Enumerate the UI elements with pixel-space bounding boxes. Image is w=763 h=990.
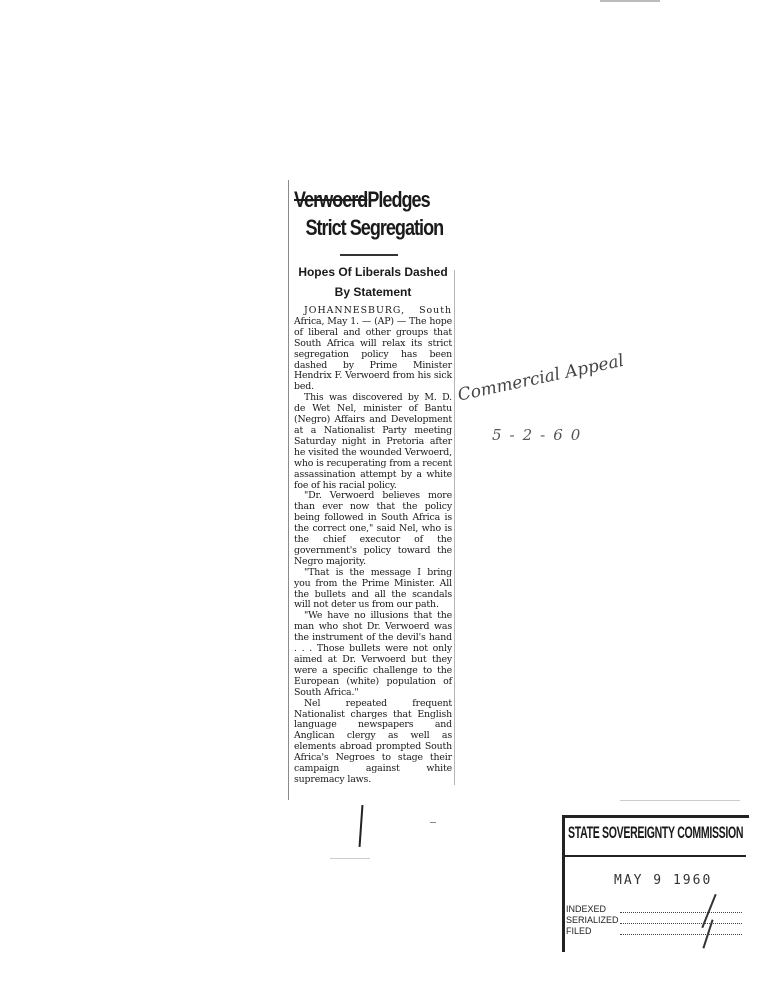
subhead-line-2: By Statement bbox=[334, 285, 412, 299]
subheadline bbox=[294, 262, 452, 302]
commission-stamp bbox=[562, 815, 748, 953]
headline-struck-word: Verwoerd bbox=[294, 187, 368, 212]
stamp-field-indexed: INDEXED bbox=[566, 903, 742, 915]
handwritten-source-note: Commercial Appeal bbox=[456, 350, 626, 406]
dateline: JOHANNESBURG, South bbox=[304, 305, 452, 316]
article-paragraph: "We have no illusions that the man who shot Dr. Verwoerd was the instrument of the devil's hand . . . Those bullets were not only aimed at Dr. Verwoerd but they were a specific challenge to the European (white) population of South Africa." bbox=[294, 610, 452, 698]
article-paragraph: This was discovered by M. D. de Wet Nel, minister of Bantu (Negro) Affairs and Development at a Nationalist Party meeting Saturday night in Pretoria after he visited the wounded Verwoerd, who is recuperating from a recent assassination attempt by a white foe of his racial policy. bbox=[294, 392, 452, 491]
stamp-field-filed: FILED bbox=[566, 925, 742, 937]
article-paragraph: "That is the message I bring you from the Prime Minister. All the bullets and all the scandals will not deter us from our path. bbox=[294, 566, 452, 611]
article-paragraph: Nel repeated frequent Nationalist charges that English language newspapers and Anglican clergy as well as elements abroad prompted South Africa's Negroes to stage their campaign against white supremacy laws. bbox=[294, 697, 452, 785]
newspaper-clipping bbox=[288, 180, 454, 800]
scan-dash bbox=[330, 858, 370, 859]
stamp-date: MAY 9 1960 bbox=[614, 873, 713, 888]
subhead-line-1: Hopes Of Liberals Dashed bbox=[298, 265, 448, 279]
headline-line-2: Strict Segregation bbox=[305, 215, 444, 240]
scan-dash bbox=[430, 822, 436, 823]
clipping-left-edge bbox=[288, 180, 289, 800]
handwritten-date: 5-2-60 bbox=[492, 426, 589, 444]
clipping-right-edge bbox=[454, 270, 455, 785]
stamp-title: STATE SOVEREIGNTY COMMISSION bbox=[568, 823, 744, 842]
clipping-tail-mark bbox=[359, 805, 364, 847]
headline-separator bbox=[340, 254, 398, 256]
headline-word: Pledges bbox=[367, 187, 430, 212]
article-paragraph: JOHANNESBURG, South Africa, May 1. — (AP) — The hope of liberal and other groups that South Africa will relax its strict segregation policy has been dashed by Prime Minister Hendrix F. Verwoerd from his sick bed. bbox=[294, 305, 452, 393]
scan-dash bbox=[620, 800, 740, 801]
stamp-title-rule bbox=[562, 855, 746, 857]
scan-edge-mark bbox=[600, 0, 660, 2]
article-body bbox=[294, 306, 452, 786]
headline bbox=[294, 186, 455, 242]
article-paragraph: "Dr. Verwoerd believes more than ever now that the policy being followed in South Africa is the correct one," said Nel, who is the chief executor of the government's policy toward the Negro majority. bbox=[294, 490, 452, 567]
stamp-field-serialized: SERIALIZED bbox=[566, 914, 742, 926]
